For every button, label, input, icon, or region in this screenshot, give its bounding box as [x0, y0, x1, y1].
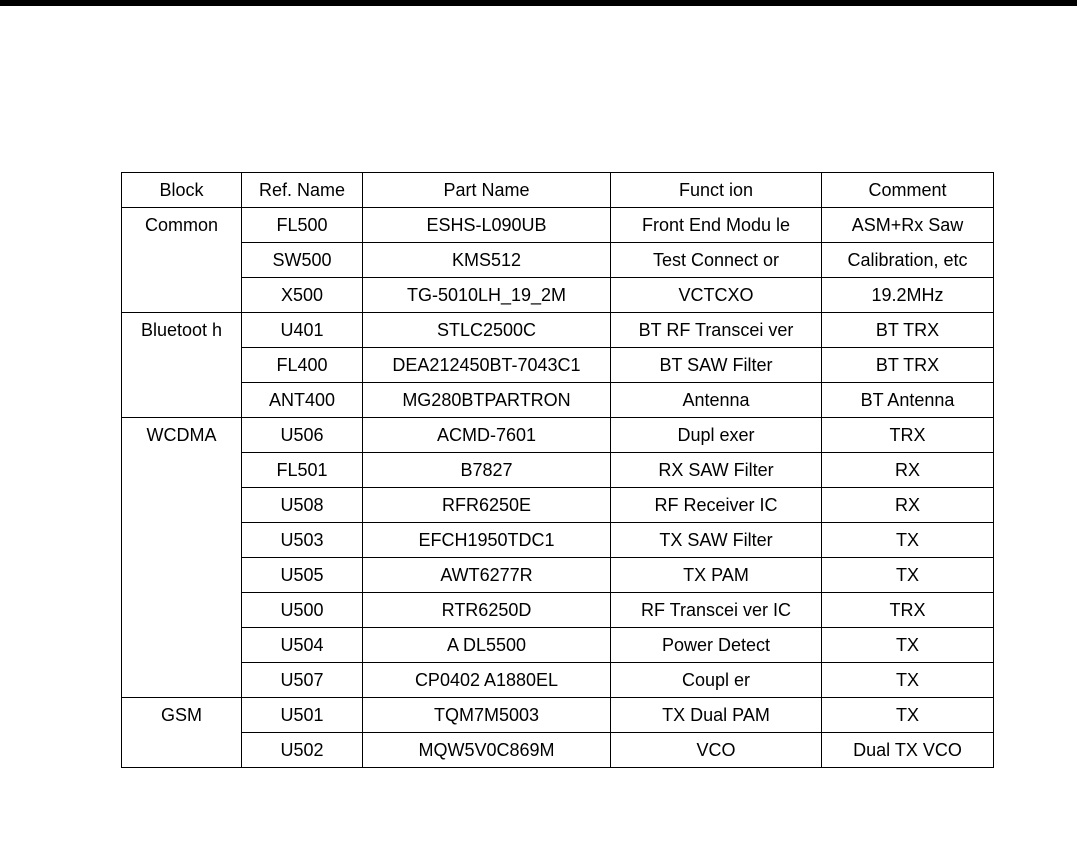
parts-table-body: [122, 208, 994, 768]
ref-name-cell: U503: [242, 523, 363, 558]
ref-name-cell: SW500: [242, 243, 363, 278]
function-cell: RX SAW Filter: [611, 453, 822, 488]
ref-name-cell: U506: [242, 418, 363, 453]
table-row: [122, 593, 994, 628]
function-cell: VCTCXO: [611, 278, 822, 313]
ref-name-cell: FL500: [242, 208, 363, 243]
table-row: [122, 208, 994, 243]
part-name-cell: MG280BTPARTRON: [363, 383, 611, 418]
part-name-cell: EFCH1950TDC1: [363, 523, 611, 558]
function-cell: RF Transcei ver IC: [611, 593, 822, 628]
comment-cell: BT Antenna: [822, 383, 994, 418]
comment-cell: TX: [822, 698, 994, 733]
table-row: [122, 348, 994, 383]
part-name-cell: RTR6250D: [363, 593, 611, 628]
block-cell: Bluetoot h: [122, 313, 242, 418]
header-comment: Comment: [822, 173, 994, 208]
comment-cell: BT TRX: [822, 348, 994, 383]
comment-cell: TRX: [822, 593, 994, 628]
ref-name-cell: FL501: [242, 453, 363, 488]
part-name-cell: TG-5010LH_19_2M: [363, 278, 611, 313]
comment-cell: ASM+Rx Saw: [822, 208, 994, 243]
comment-cell: TX: [822, 628, 994, 663]
comment-cell: TX: [822, 523, 994, 558]
ref-name-cell: U501: [242, 698, 363, 733]
function-cell: Coupl er: [611, 663, 822, 698]
comment-cell: TX: [822, 663, 994, 698]
part-name-cell: DEA212450BT-7043C1: [363, 348, 611, 383]
table-row: [122, 383, 994, 418]
top-rule: [0, 0, 1077, 6]
table-row: [122, 663, 994, 698]
ref-name-cell: ANT400: [242, 383, 363, 418]
function-cell: BT SAW Filter: [611, 348, 822, 383]
table-row: [122, 313, 994, 348]
table-row: [122, 488, 994, 523]
function-cell: Antenna: [611, 383, 822, 418]
table-row: [122, 558, 994, 593]
ref-name-cell: U500: [242, 593, 363, 628]
part-name-cell: TQM7M5003: [363, 698, 611, 733]
part-name-cell: RFR6250E: [363, 488, 611, 523]
function-cell: BT RF Transcei ver: [611, 313, 822, 348]
comment-cell: RX: [822, 488, 994, 523]
function-cell: TX Dual PAM: [611, 698, 822, 733]
comment-cell: TX: [822, 558, 994, 593]
ref-name-cell: U504: [242, 628, 363, 663]
function-cell: Test Connect or: [611, 243, 822, 278]
ref-name-cell: U401: [242, 313, 363, 348]
comment-cell: RX: [822, 453, 994, 488]
comment-cell: 19.2MHz: [822, 278, 994, 313]
function-cell: Front End Modu le: [611, 208, 822, 243]
block-cell: Common: [122, 208, 242, 313]
part-name-cell: B7827: [363, 453, 611, 488]
header-part-name: Part Name: [363, 173, 611, 208]
function-cell: Power Detect: [611, 628, 822, 663]
ref-name-cell: X500: [242, 278, 363, 313]
ref-name-cell: U505: [242, 558, 363, 593]
ref-name-cell: U502: [242, 733, 363, 768]
ref-name-cell: FL400: [242, 348, 363, 383]
table-row: [122, 243, 994, 278]
function-cell: TX SAW Filter: [611, 523, 822, 558]
part-name-cell: A DL5500: [363, 628, 611, 663]
table-row: [122, 523, 994, 558]
header-ref-name: Ref. Name: [242, 173, 363, 208]
comment-cell: Calibration, etc: [822, 243, 994, 278]
table-row: [122, 698, 994, 733]
header-function: Funct ion: [611, 173, 822, 208]
comment-cell: Dual TX VCO: [822, 733, 994, 768]
comment-cell: BT TRX: [822, 313, 994, 348]
table-row: [122, 278, 994, 313]
header-block: Block: [122, 173, 242, 208]
block-cell: WCDMA: [122, 418, 242, 698]
table-row: [122, 418, 994, 453]
function-cell: Dupl exer: [611, 418, 822, 453]
part-name-cell: MQW5V0C869M: [363, 733, 611, 768]
table-row: [122, 628, 994, 663]
header-row: [122, 173, 994, 208]
function-cell: RF Receiver IC: [611, 488, 822, 523]
table-row: [122, 453, 994, 488]
part-name-cell: AWT6277R: [363, 558, 611, 593]
part-name-cell: KMS512: [363, 243, 611, 278]
part-name-cell: ESHS-L090UB: [363, 208, 611, 243]
comment-cell: TRX: [822, 418, 994, 453]
function-cell: VCO: [611, 733, 822, 768]
part-name-cell: STLC2500C: [363, 313, 611, 348]
part-name-cell: ACMD-7601: [363, 418, 611, 453]
ref-name-cell: U507: [242, 663, 363, 698]
parts-table: [121, 172, 994, 768]
block-cell: GSM: [122, 698, 242, 768]
table-row: [122, 733, 994, 768]
part-name-cell: CP0402 A1880EL: [363, 663, 611, 698]
ref-name-cell: U508: [242, 488, 363, 523]
function-cell: TX PAM: [611, 558, 822, 593]
